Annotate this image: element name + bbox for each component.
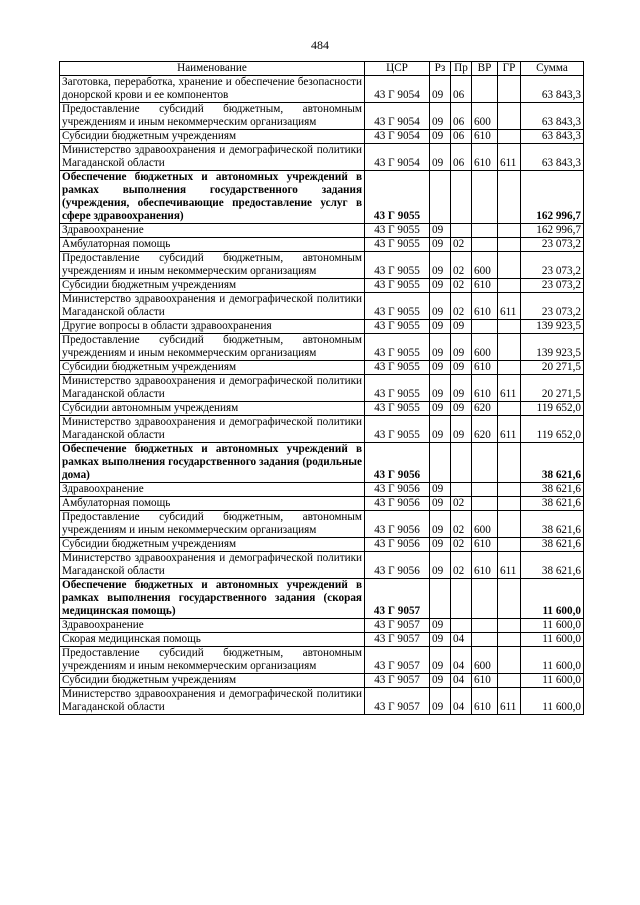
cell-csr: 43 Г 9056 [365,497,430,511]
table-row [60,552,584,579]
cell-pr: 02 [451,238,472,252]
cell-sum: 38 621,6 [521,483,584,497]
header-gr: ГР [498,62,521,76]
cell-pr: 04 [451,674,472,688]
cell-vr [472,171,498,224]
cell-sum: 139 923,5 [521,320,584,334]
cell-sum: 11 600,0 [521,633,584,647]
cell-vr: 610 [472,130,498,144]
cell-name: Предоставление субсидий бюджетным, автономным учреждениям и иным некоммерческим организациям [60,511,365,538]
table-row [60,320,584,334]
cell-name: Субсидии автономным учреждениям [60,402,365,416]
cell-rz: 09 [430,103,451,130]
cell-pr: 09 [451,402,472,416]
table-section-row [60,579,584,619]
cell-pr [451,171,472,224]
table-row [60,375,584,402]
cell-vr: 610 [472,688,498,715]
cell-name: Субсидии бюджетным учреждениям [60,279,365,293]
cell-name: Министерство здравоохранения и демографической политики Магаданской области [60,552,365,579]
table-row [60,416,584,443]
table-row [60,402,584,416]
cell-pr: 02 [451,252,472,279]
table-row [60,130,584,144]
cell-csr: 43 Г 9055 [365,334,430,361]
cell-rz: 09 [430,552,451,579]
cell-sum: 11 600,0 [521,579,584,619]
cell-gr: 611 [498,144,521,171]
cell-sum: 63 843,3 [521,144,584,171]
cell-pr: 06 [451,144,472,171]
cell-pr: 04 [451,633,472,647]
cell-name: Предоставление субсидий бюджетным, автономным учреждениям и иным некоммерческим организациям [60,647,365,674]
cell-csr: 43 Г 9055 [365,320,430,334]
cell-vr [472,483,498,497]
cell-rz [430,579,451,619]
cell-gr [498,497,521,511]
cell-gr [498,483,521,497]
cell-rz: 09 [430,238,451,252]
cell-csr: 43 Г 9055 [365,402,430,416]
cell-pr: 09 [451,334,472,361]
cell-name: Здравоохранение [60,224,365,238]
cell-gr: 611 [498,293,521,320]
cell-rz: 09 [430,279,451,293]
cell-gr [498,76,521,103]
table-row [60,334,584,361]
cell-vr: 600 [472,252,498,279]
cell-gr: 611 [498,375,521,402]
cell-csr: 43 Г 9055 [365,238,430,252]
cell-pr: 04 [451,647,472,674]
cell-gr [498,130,521,144]
cell-sum: 139 923,5 [521,334,584,361]
cell-rz: 09 [430,375,451,402]
cell-gr: 611 [498,552,521,579]
cell-vr [472,238,498,252]
cell-vr [472,224,498,238]
cell-csr: 43 Г 9057 [365,619,430,633]
cell-pr [451,443,472,483]
cell-gr [498,443,521,483]
cell-sum: 20 271,5 [521,361,584,375]
cell-pr: 02 [451,293,472,320]
cell-vr [472,497,498,511]
table-row [60,103,584,130]
cell-rz: 09 [430,647,451,674]
cell-gr [498,103,521,130]
table-row [60,688,584,715]
cell-csr: 43 Г 9054 [365,130,430,144]
table-row [60,361,584,375]
cell-sum: 63 843,3 [521,103,584,130]
cell-pr: 09 [451,361,472,375]
table-row [60,633,584,647]
cell-sum: 38 621,6 [521,538,584,552]
cell-csr: 43 Г 9054 [365,103,430,130]
cell-csr: 43 Г 9055 [365,293,430,320]
cell-gr [498,579,521,619]
cell-gr [498,538,521,552]
cell-vr: 610 [472,144,498,171]
table-row [60,497,584,511]
cell-vr: 620 [472,402,498,416]
cell-name: Субсидии бюджетным учреждениям [60,130,365,144]
cell-csr: 43 Г 9056 [365,483,430,497]
cell-pr: 09 [451,416,472,443]
cell-name: Министерство здравоохранения и демографической политики Магаданской области [60,375,365,402]
cell-sum: 63 843,3 [521,130,584,144]
cell-name: Другие вопросы в области здравоохранения [60,320,365,334]
cell-pr: 06 [451,130,472,144]
cell-gr [498,334,521,361]
cell-gr [498,402,521,416]
cell-csr: 43 Г 9054 [365,144,430,171]
cell-name: Обеспечение бюджетных и автономных учреждений в рамках выполнения государственного задания (учреждения, обеспечивающие предоставление услуг в сфере здравоохранения) [60,171,365,224]
cell-rz: 09 [430,144,451,171]
cell-sum: 162 996,7 [521,224,584,238]
cell-rz: 09 [430,511,451,538]
cell-sum: 119 652,0 [521,416,584,443]
cell-gr: 611 [498,416,521,443]
cell-sum: 20 271,5 [521,375,584,402]
cell-rz: 09 [430,293,451,320]
cell-csr: 43 Г 9056 [365,511,430,538]
cell-rz: 09 [430,538,451,552]
cell-gr [498,320,521,334]
cell-gr [498,279,521,293]
cell-sum: 38 621,6 [521,443,584,483]
cell-vr: 610 [472,279,498,293]
cell-name: Субсидии бюджетным учреждениям [60,674,365,688]
cell-name: Амбулаторная помощь [60,238,365,252]
table-row [60,224,584,238]
cell-vr: 610 [472,293,498,320]
cell-sum: 63 843,3 [521,76,584,103]
cell-sum: 11 600,0 [521,674,584,688]
cell-vr: 600 [472,511,498,538]
cell-sum: 23 073,2 [521,293,584,320]
cell-sum: 11 600,0 [521,688,584,715]
cell-name: Здравоохранение [60,619,365,633]
header-name: Наименование [60,62,365,76]
table-row [60,538,584,552]
cell-csr: 43 Г 9057 [365,674,430,688]
cell-sum: 11 600,0 [521,619,584,633]
table-row [60,511,584,538]
cell-csr: 43 Г 9057 [365,633,430,647]
table-row [60,483,584,497]
table-row [60,647,584,674]
cell-pr: 04 [451,688,472,715]
cell-csr: 43 Г 9055 [365,279,430,293]
cell-rz: 09 [430,416,451,443]
cell-gr [498,647,521,674]
cell-sum: 11 600,0 [521,647,584,674]
cell-sum: 38 621,6 [521,552,584,579]
cell-gr [498,511,521,538]
cell-csr: 43 Г 9054 [365,76,430,103]
cell-gr [498,252,521,279]
cell-name: Предоставление субсидий бюджетным, автономным учреждениям и иным некоммерческим организациям [60,334,365,361]
cell-vr: 610 [472,538,498,552]
budget-table [59,61,584,715]
cell-name: Обеспечение бюджетных и автономных учреждений в рамках выполнения государственного задания (родильные дома) [60,443,365,483]
cell-csr: 43 Г 9057 [365,579,430,619]
cell-vr: 600 [472,334,498,361]
cell-sum: 38 621,6 [521,497,584,511]
cell-csr: 43 Г 9055 [365,224,430,238]
cell-gr [498,238,521,252]
cell-pr: 06 [451,103,472,130]
cell-vr [472,579,498,619]
cell-csr: 43 Г 9056 [365,538,430,552]
cell-name: Заготовка, переработка, хранение и обеспечение безопасности донорской крови и ее компонентов [60,76,365,103]
cell-rz: 09 [430,334,451,361]
cell-name: Субсидии бюджетным учреждениям [60,361,365,375]
cell-rz: 09 [430,320,451,334]
cell-name: Амбулаторная помощь [60,497,365,511]
cell-pr [451,619,472,633]
cell-pr: 09 [451,320,472,334]
cell-sum: 23 073,2 [521,252,584,279]
cell-pr [451,579,472,619]
cell-name: Предоставление субсидий бюджетным, автономным учреждениям и иным некоммерческим организациям [60,252,365,279]
table-row [60,674,584,688]
cell-pr: 02 [451,538,472,552]
cell-rz: 09 [430,76,451,103]
cell-pr [451,224,472,238]
cell-name: Обеспечение бюджетных и автономных учреждений в рамках выполнения государственного задания (скорая медицинская помощь) [60,579,365,619]
header-rz: Рз [430,62,451,76]
cell-rz: 09 [430,361,451,375]
cell-pr: 06 [451,76,472,103]
table-header-row [60,62,584,76]
cell-gr [498,674,521,688]
cell-rz: 09 [430,402,451,416]
cell-csr: 43 Г 9057 [365,647,430,674]
cell-vr: 600 [472,647,498,674]
cell-rz: 09 [430,688,451,715]
cell-vr [472,320,498,334]
table-row [60,619,584,633]
cell-sum: 23 073,2 [521,279,584,293]
cell-sum: 38 621,6 [521,511,584,538]
table-row [60,252,584,279]
cell-rz: 09 [430,130,451,144]
cell-csr: 43 Г 9055 [365,252,430,279]
cell-csr: 43 Г 9055 [365,361,430,375]
cell-sum: 162 996,7 [521,171,584,224]
cell-name: Скорая медицинская помощь [60,633,365,647]
table-row [60,293,584,320]
cell-gr [498,619,521,633]
header-vr: ВР [472,62,498,76]
cell-rz: 09 [430,252,451,279]
header-sum: Сумма [521,62,584,76]
header-csr: ЦСР [365,62,430,76]
cell-pr: 02 [451,279,472,293]
cell-vr: 610 [472,552,498,579]
cell-name: Министерство здравоохранения и демографической политики Магаданской области [60,144,365,171]
cell-name: Здравоохранение [60,483,365,497]
cell-csr: 43 Г 9056 [365,443,430,483]
cell-rz: 09 [430,497,451,511]
cell-rz: 09 [430,674,451,688]
cell-rz: 09 [430,224,451,238]
cell-pr [451,483,472,497]
cell-csr: 43 Г 9055 [365,375,430,402]
cell-csr: 43 Г 9055 [365,171,430,224]
cell-gr: 611 [498,688,521,715]
cell-gr [498,361,521,375]
cell-sum: 119 652,0 [521,402,584,416]
cell-csr: 43 Г 9057 [365,688,430,715]
cell-rz [430,171,451,224]
cell-vr: 610 [472,375,498,402]
cell-vr [472,633,498,647]
cell-vr [472,76,498,103]
cell-gr [498,171,521,224]
cell-rz: 09 [430,619,451,633]
cell-sum: 23 073,2 [521,238,584,252]
cell-name: Министерство здравоохранения и демографической политики Магаданской области [60,416,365,443]
cell-name: Министерство здравоохранения и демографической политики Магаданской области [60,688,365,715]
cell-rz: 09 [430,633,451,647]
cell-csr: 43 Г 9055 [365,416,430,443]
cell-rz [430,443,451,483]
table-row [60,76,584,103]
cell-gr [498,633,521,647]
cell-vr [472,619,498,633]
header-pr: Пр [451,62,472,76]
table-section-row [60,443,584,483]
cell-vr [472,443,498,483]
table-row [60,238,584,252]
cell-vr: 610 [472,674,498,688]
cell-vr: 620 [472,416,498,443]
cell-csr: 43 Г 9056 [365,552,430,579]
page-number: 484 [311,38,329,52]
cell-pr: 02 [451,552,472,579]
table-row [60,144,584,171]
cell-name: Субсидии бюджетным учреждениям [60,538,365,552]
cell-name: Министерство здравоохранения и демографической политики Магаданской области [60,293,365,320]
table-row [60,279,584,293]
table-section-row [60,171,584,224]
cell-pr: 02 [451,497,472,511]
cell-name: Предоставление субсидий бюджетным, автономным учреждениям и иным некоммерческим организациям [60,103,365,130]
cell-vr: 600 [472,103,498,130]
cell-rz: 09 [430,483,451,497]
cell-pr: 09 [451,375,472,402]
cell-gr [498,224,521,238]
cell-vr: 610 [472,361,498,375]
cell-pr: 02 [451,511,472,538]
